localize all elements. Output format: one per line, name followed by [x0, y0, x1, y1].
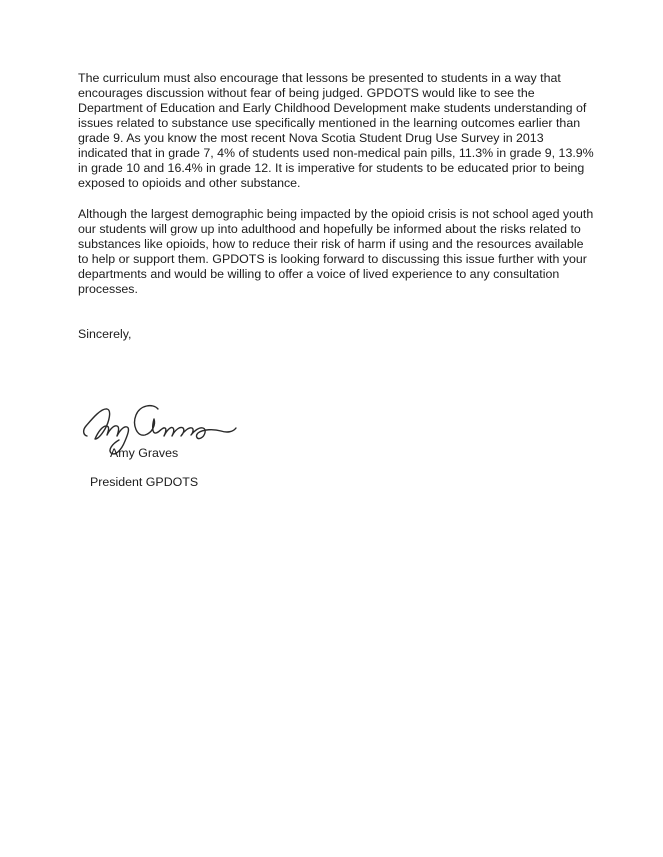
body-paragraph-2: Although the largest demographic being impacted by the opioid crisis is not school aged youth our students will grow up into adulthood and hopefully be informed about the risks related to substances like opioids, how to reduce their risk of harm if using and the resources available to help or support them. GPDOTS is looking forward to discussing this issue further with your departments and would be willing to offer a voice of lived experience to any consultation processes.	[78, 207, 594, 296]
signer-name: Amy Graves	[110, 446, 179, 460]
letter-body	[78, 71, 594, 490]
handwritten-signature-icon	[82, 398, 242, 448]
body-paragraph-1: The curriculum must also encourage that lessons be presented to students in a way that encourages discussion without fear of being judged. GPDOTS would like to see the Department of Education and Early Childhood Development make students understanding of issues related to substance use specifically mentioned in the learning outcomes earlier than grade 9. As you know the most recent Nova Scotia Student Drug Use Survey in 2013 indicated that in grade 7, 4% of students used non-medical pain pills, 11.3% in grade 9, 13.9% in grade 10 and 16.4% in grade 12. It is imperative for students to be educated prior to being exposed to opioids and other substance.	[78, 71, 594, 190]
closing-salutation: Sincerely,	[78, 327, 132, 341]
signature-image	[82, 398, 242, 448]
signer-title: President GPDOTS	[90, 475, 199, 489]
